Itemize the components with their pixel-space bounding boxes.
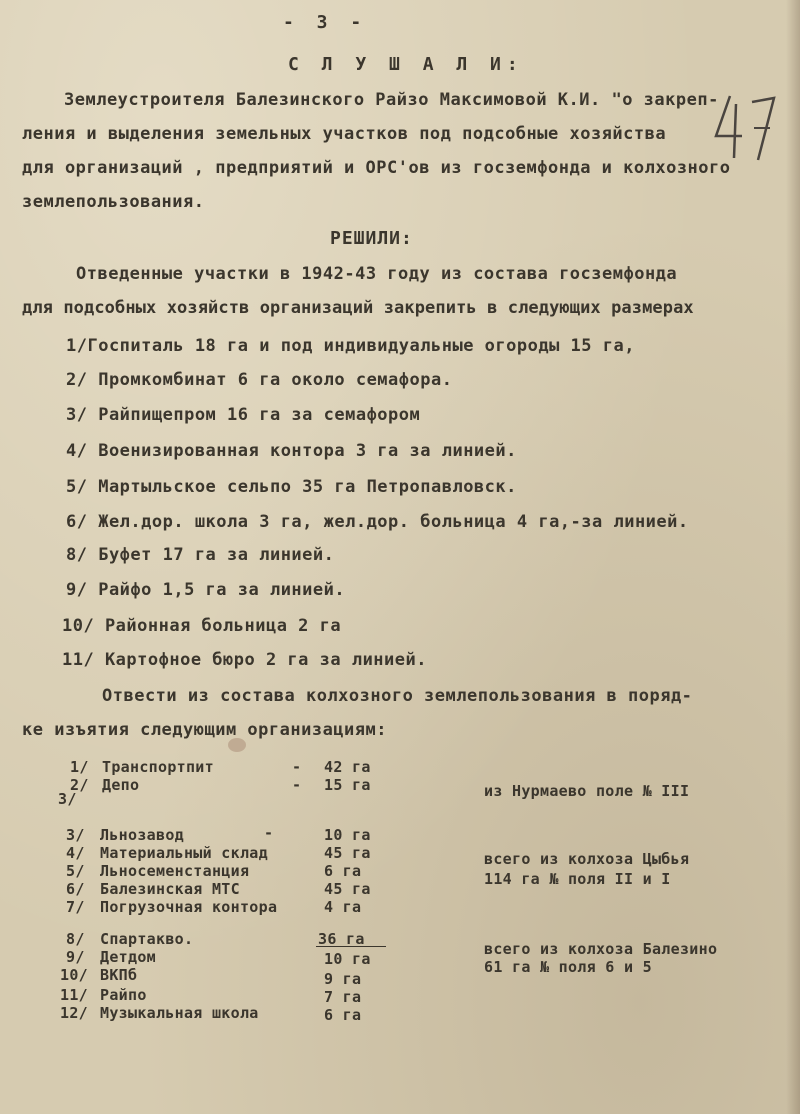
slushali-line: для организаций , предприятий и ОРС'ов из госземфонда и колхозного <box>22 158 731 178</box>
group2-name: Материальный склад <box>100 844 268 862</box>
resolved-heading: РЕШИЛИ: <box>330 228 413 249</box>
group2-num: 5/ <box>66 862 85 880</box>
group3-num: 8/ <box>66 930 85 948</box>
slushali-line: землепользования. <box>22 192 205 212</box>
handwritten-page-number <box>708 88 788 168</box>
list-item: 1/Госпиталь 18 га и под индивидуальные огороды 15 га, <box>66 336 635 356</box>
intro-line: Отведенные участки в 1942-43 году из состава госземфонда <box>76 264 678 284</box>
group3-name: Музыкальная школа <box>100 1004 259 1022</box>
group2-area: 45 га <box>324 844 371 862</box>
group3-area: 10 га <box>324 950 371 968</box>
group2-name: Льносеменстанция <box>100 862 250 880</box>
group1-area: 42 га <box>324 758 371 776</box>
group2-num: 6/ <box>66 880 85 898</box>
group2-area: 4 га <box>324 898 362 916</box>
group1-area: 15 га <box>324 776 371 794</box>
group3-name: Детдом <box>100 948 156 966</box>
group2-area: 45 га <box>324 880 371 898</box>
group3-num: 10/ <box>60 966 88 984</box>
group1-num: 1/ <box>70 758 89 776</box>
list-item: 4/ Военизированная контора 3 га за линией. <box>66 441 517 461</box>
group2-area: 6 га <box>324 862 362 880</box>
group3-area: 7 га <box>324 988 362 1006</box>
group3-area: 9 га <box>324 970 362 988</box>
group3-num: 12/ <box>60 1004 88 1022</box>
group3-area: 36 га <box>318 930 365 948</box>
group2-num: 7/ <box>66 898 85 916</box>
slushali-line: Землеустроителя Балезинского Райзо Максимовой К.И. "о закреп- <box>64 90 719 110</box>
group2-num: 4/ <box>66 844 85 862</box>
list-item: 6/ Жел.дор. школа 3 га, жел.дор. больница 4 га,-за линией. <box>66 512 689 532</box>
list-item: 10/ Районная больница 2 га <box>62 616 342 636</box>
group2-name: Балезинская МТС <box>100 880 240 898</box>
slushali-heading: С Л У Ш А Л И: <box>288 54 524 75</box>
list-item: 5/ Мартыльское сельпо 35 га Петропавловск. <box>66 477 517 497</box>
group3-area: 6 га <box>324 1006 362 1024</box>
group2-area: 10 га <box>324 826 371 844</box>
group1-note: из Нурмаево поле № III <box>484 782 690 800</box>
group1-extra-num: 3/ <box>58 790 77 808</box>
list-item: 11/ Картофное бюро 2 га за линией. <box>62 650 427 670</box>
group3-note: всего из колхоза Балезино <box>484 940 718 958</box>
intro-line: для подсобных хозяйств организаций закрепить в следующих размерах <box>22 298 694 318</box>
group3-name: Райпо <box>100 986 147 1004</box>
page-edge-shadow <box>786 0 800 1114</box>
list-item: 3/ Райпищепром 16 га за семафором <box>66 405 421 425</box>
group1-dash: - <box>292 776 302 794</box>
group1-num: 2/ <box>70 776 89 794</box>
list-item: 9/ Райфо 1,5 га за линией. <box>66 580 346 600</box>
slushali-line: ления и выделения земельных участков под подсобные хозяйства <box>22 124 667 144</box>
group2-note: всего из колхоза Цыбья <box>484 850 690 868</box>
group1-name: Транспортпит <box>102 758 214 776</box>
list-item: 2/ Промкомбинат 6 га около семафора. <box>66 370 453 390</box>
second-intro-line: Отвести из состава колхозного землепользования в поряд- <box>102 686 693 706</box>
group3-note: 61 га № поля 6 и 5 <box>484 958 652 976</box>
group1-dash: - <box>292 758 302 776</box>
group1-name: Депо <box>102 776 140 794</box>
group2-dash: - <box>264 824 274 842</box>
group3-num: 11/ <box>60 986 88 1004</box>
group3-num: 9/ <box>66 948 85 966</box>
group3-name: Спартакво. <box>100 930 194 948</box>
group3-name: ВКПб <box>100 966 138 984</box>
second-intro-line: ке изъятия следующим организациям: <box>22 720 387 740</box>
underline-rule <box>316 946 386 947</box>
list-item: 8/ Буфет 17 га за линией. <box>66 545 335 565</box>
group2-name: Погрузочная контора <box>100 898 278 916</box>
group2-num: 3/ <box>66 826 85 844</box>
group2-name: Льнозавод <box>100 826 184 844</box>
ink-stain <box>228 738 246 752</box>
page-number: - 3 - <box>283 12 368 33</box>
group2-note: 114 га № поля II и I <box>484 870 671 888</box>
